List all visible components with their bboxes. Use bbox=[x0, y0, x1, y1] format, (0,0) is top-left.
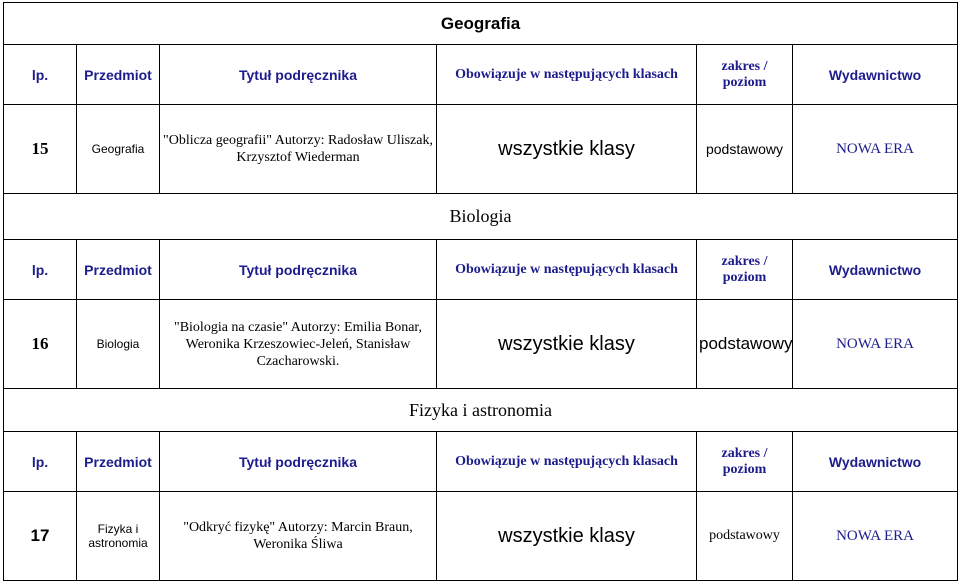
header-classes: Obowiązuje w następujących klasach bbox=[437, 432, 697, 492]
row-classes: wszystkie klasy bbox=[437, 300, 697, 389]
subject-line2: astronomia bbox=[88, 536, 148, 550]
section-title: Fizyka i astronomia bbox=[4, 389, 958, 432]
header-title: Tytuł podręcznika bbox=[160, 240, 437, 300]
row-number: 16 bbox=[4, 300, 77, 389]
header-title: Tytuł podręcznika bbox=[160, 45, 437, 105]
book-line1: "Odkryć fizykę" Autorzy: Marcin Braun, bbox=[183, 520, 413, 535]
section-title-row bbox=[4, 3, 958, 45]
subject-line1: Fizyka i bbox=[97, 522, 139, 536]
header-level bbox=[697, 240, 793, 300]
row-book-title bbox=[160, 300, 437, 389]
row-book-title bbox=[160, 492, 437, 581]
row-classes: wszystkie klasy bbox=[437, 492, 697, 581]
header-level-line2: poziom bbox=[722, 461, 767, 477]
row-subject: Biologia bbox=[77, 300, 160, 389]
row-book-title bbox=[160, 105, 437, 194]
header-lp: lp. bbox=[4, 45, 77, 105]
row-publisher: NOWA ERA bbox=[793, 300, 958, 389]
textbook-table bbox=[3, 2, 958, 581]
row-publisher: NOWA ERA bbox=[793, 492, 958, 581]
header-level-line1: zakres / bbox=[721, 445, 768, 461]
header-classes: Obowiązuje w następujących klasach bbox=[437, 240, 697, 300]
header-level-line1: zakres / bbox=[721, 58, 768, 74]
book-line1: "Biologia na czasie" Autorzy: Emilia Bonar, bbox=[173, 319, 423, 335]
row-level: podstawowy bbox=[697, 300, 793, 389]
section-title-row bbox=[4, 194, 958, 240]
book-line2: Weronika Śliwa bbox=[253, 537, 343, 552]
header-level-line2: poziom bbox=[722, 269, 767, 285]
section-title: Biologia bbox=[4, 194, 958, 240]
header-lp: lp. bbox=[4, 240, 77, 300]
book-line3: Czacharowski. bbox=[256, 353, 340, 369]
header-subject: Przedmiot bbox=[77, 240, 160, 300]
row-publisher: NOWA ERA bbox=[793, 105, 958, 194]
header-title: Tytuł podręcznika bbox=[160, 432, 437, 492]
book-line2: Krzysztof Wiederman bbox=[236, 150, 360, 165]
row-number: 15 bbox=[4, 105, 77, 194]
row-subject: Geografia bbox=[77, 105, 160, 194]
header-row bbox=[4, 432, 958, 492]
book-line2: Weronika Krzeszowiec-Jeleń, Stanisław bbox=[185, 336, 411, 352]
table-row bbox=[4, 492, 958, 581]
section-title-row bbox=[4, 389, 958, 432]
header-publisher: Wydawnictwo bbox=[793, 45, 958, 105]
section-title: Geografia bbox=[4, 3, 958, 45]
header-subject: Przedmiot bbox=[77, 45, 160, 105]
header-row bbox=[4, 240, 958, 300]
row-level: podstawowy bbox=[697, 105, 793, 194]
header-publisher: Wydawnictwo bbox=[793, 432, 958, 492]
header-classes: Obowiązuje w następujących klasach bbox=[437, 45, 697, 105]
header-subject: Przedmiot bbox=[77, 432, 160, 492]
row-level: podstawowy bbox=[697, 492, 793, 581]
row-subject bbox=[77, 492, 160, 581]
header-level bbox=[697, 45, 793, 105]
header-level-line2: poziom bbox=[722, 74, 767, 90]
header-publisher: Wydawnictwo bbox=[793, 240, 958, 300]
table-row bbox=[4, 300, 958, 389]
row-number: 17 bbox=[4, 492, 77, 581]
row-classes: wszystkie klasy bbox=[437, 105, 697, 194]
header-lp: lp. bbox=[4, 432, 77, 492]
book-line1: "Oblicza geografii" Autorzy: Radosław Uliszak, bbox=[163, 133, 433, 148]
header-row bbox=[4, 45, 958, 105]
header-level bbox=[697, 432, 793, 492]
table-row bbox=[4, 105, 958, 194]
header-level-line1: zakres / bbox=[721, 253, 768, 269]
